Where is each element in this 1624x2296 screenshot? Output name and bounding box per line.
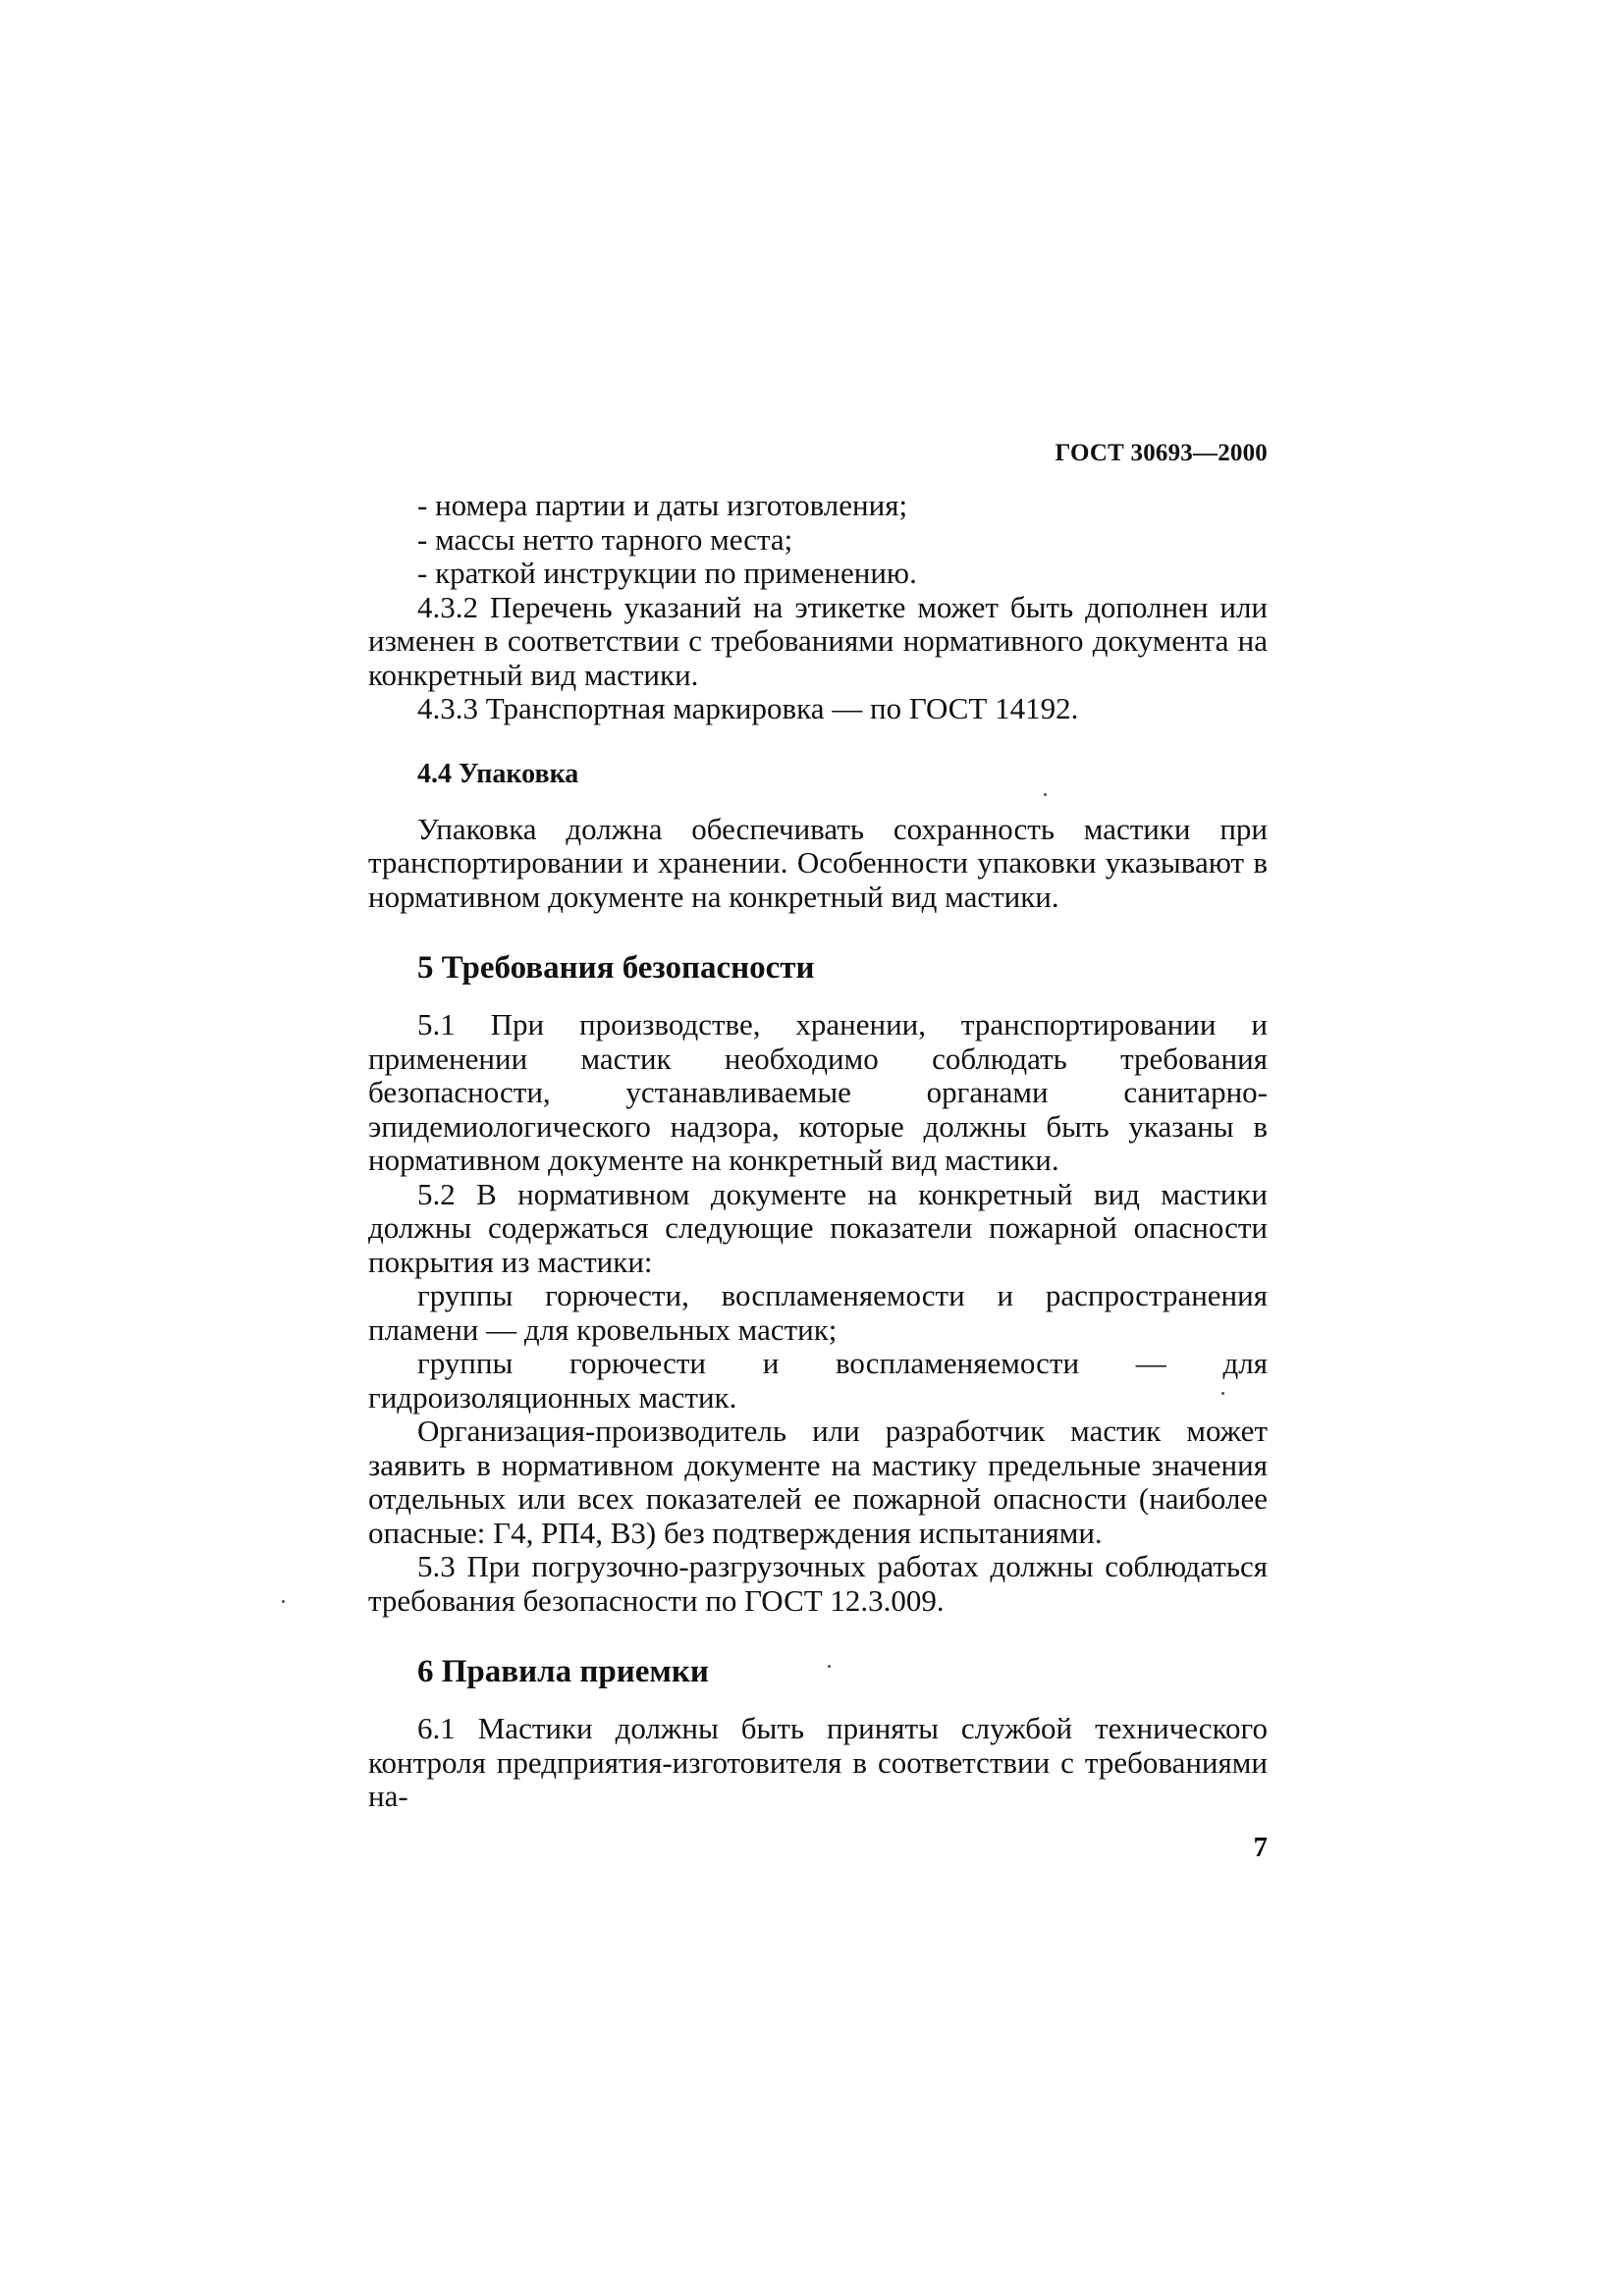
scan-speck: [828, 1665, 831, 1668]
list-item-waterproofing: группы горючести и воспламеняемости — для гидроизоляционных мастик.: [368, 1346, 1268, 1415]
clause-5-2: 5.2 В нормативном документе на конкретный вид мастики должны содержаться следующие показатели пожарной опасности покрытия из мастики:: [368, 1176, 1268, 1279]
list-item-batch-number: - номера партии и даты изготовления;: [417, 488, 908, 522]
text-column: [368, 440, 1268, 1864]
list-item-net-mass: - массы нетто тарного места;: [417, 521, 793, 557]
scan-speck: [282, 1600, 285, 1603]
scan-speck: [1044, 793, 1047, 796]
clause-4-3-2: 4.3.2 Перечень указаний на этикетке может быть дополнен или изменен в соответствии с требованиями нормативного документа на конкретный вид мастики.: [368, 589, 1268, 692]
organization-paragraph: Организация-производитель или разработчик мастик может заявить в нормативном документе на мастику предельные значения отдельных или всех показателей ее пожарной опасности (наиболее опасные: Г4, РП4, В3) без подтверждения испытаниями.: [368, 1414, 1268, 1550]
document-code-header: ГОСТ 30693—2000: [1055, 440, 1268, 466]
packaging-paragraph: Упаковка должна обеспечивать сохранность мастики при транспортировании и хранении. Особенности упаковки указывают в нормативном документе на конкретный вид мастики.: [368, 811, 1268, 914]
heading-4-4-packaging: 4.4 Упаковка: [417, 758, 579, 789]
scan-speck: [1221, 1392, 1224, 1395]
clause-4-3-3: 4.3.3 Транспортная маркировка — по ГОСТ 14192.: [417, 691, 1079, 725]
heading-6-acceptance: 6 Правила приемки: [417, 1654, 709, 1689]
heading-5-safety: 5 Требования безопасности: [417, 950, 815, 986]
list-item-instructions: - краткой инструкции по применению.: [417, 556, 917, 590]
clause-5-1: 5.1 При производстве, хранении, транспортировании и применении мастик необходимо соблюдать требования безопасности, устанавливаемые органами санитарно-эпидемиологического надзора, которые должны быть указаны в нормативном документе на конкретный вид мастики.: [368, 1007, 1268, 1177]
list-item-roofing: группы горючести, воспламеняемости и распространения пламени — для кровельных мастик;: [368, 1278, 1268, 1347]
clause-6-1: 6.1 Мастики должны быть приняты службой технического контроля предприятия-изготовителя в соответствии с требованиями на-: [368, 1711, 1268, 1813]
clause-5-3: 5.3 При погрузочно-разгрузочных работах должны соблюдаться требования безопасности по ГОСТ 12.3.009.: [368, 1549, 1268, 1618]
page-number: 7: [1253, 1831, 1268, 1863]
